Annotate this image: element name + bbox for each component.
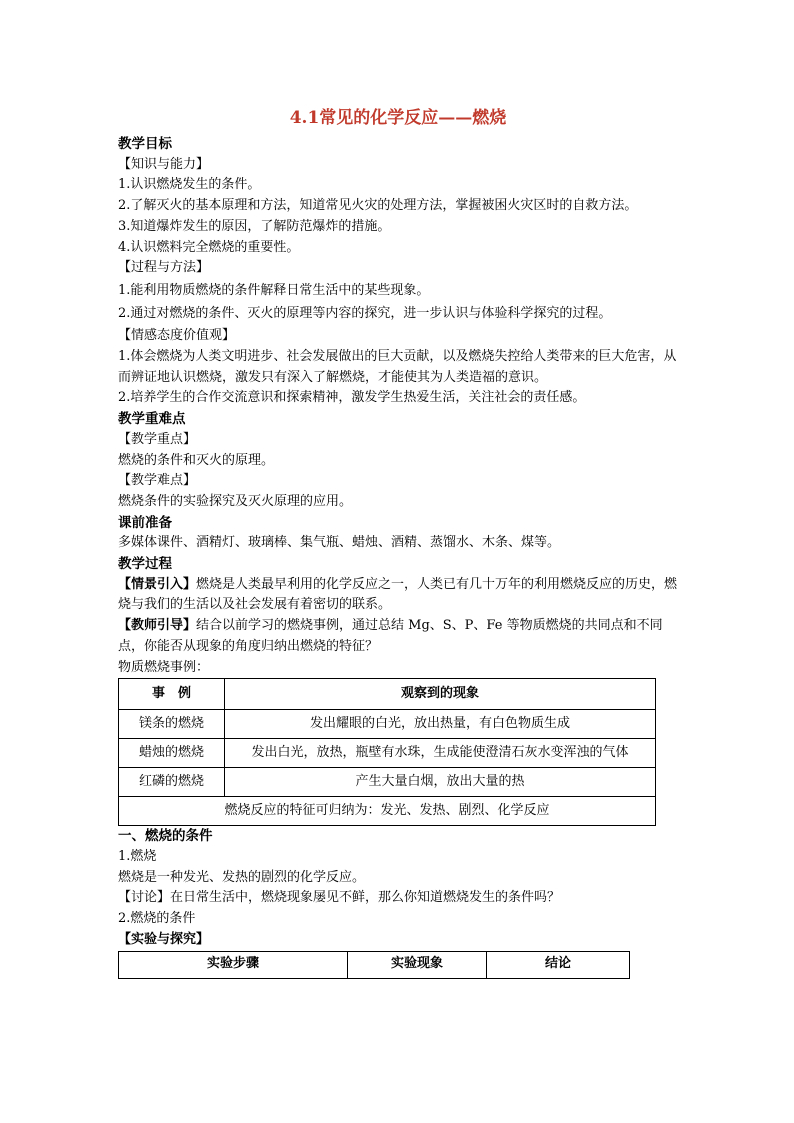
section-heading-goals: 教学目标 bbox=[118, 136, 172, 152]
table-cell: 镁条的燃烧 bbox=[119, 710, 225, 739]
subheading-emotion: 【情感态度价值观】 bbox=[118, 328, 236, 344]
focus-text: 燃烧的条件和灭火的原理。 bbox=[118, 452, 275, 468]
table-summary-row bbox=[119, 797, 656, 826]
document-page bbox=[118, 106, 678, 979]
experiment-table bbox=[118, 951, 630, 979]
intro-paragraph bbox=[118, 575, 678, 616]
table-header-cell: 事 例 bbox=[119, 679, 225, 710]
subsection-1: 1.燃烧 bbox=[118, 848, 157, 864]
table-row bbox=[119, 739, 656, 768]
table-row bbox=[119, 768, 656, 797]
section-heading-prep: 课前准备 bbox=[118, 514, 172, 531]
subheading-explore: 【实验与探究】 bbox=[118, 931, 210, 947]
table-header-cell: 实验现象 bbox=[348, 951, 487, 978]
knowledge-item-2: 2.了解灭火的基本原理和方法，知道常见火灾的处理方法，掌握被困火灾区时的自救方法。 bbox=[118, 198, 638, 214]
table-header-cell: 结论 bbox=[487, 951, 630, 978]
guide-paragraph bbox=[118, 616, 678, 657]
subsection-1-text: 燃烧是一种发光、发热的剧烈的化学反应。 bbox=[118, 869, 366, 885]
table-cell: 产生大量白烟，放出大量的热 bbox=[225, 768, 656, 797]
table-cell: 发出耀眼的白光，放出热量，有白色物质生成 bbox=[225, 710, 656, 739]
page-title: 4.1常见的化学反应——燃烧 bbox=[289, 108, 507, 128]
prep-text: 多媒体课件、酒精灯、玻璃棒、集气瓶、蜡烛、酒精、蒸馏水、木条、煤等。 bbox=[118, 535, 561, 551]
table-row bbox=[119, 710, 656, 739]
subsection-2: 2.燃烧的条件 bbox=[118, 911, 196, 927]
subheading-process: 【过程与方法】 bbox=[118, 260, 210, 276]
discussion-text: 【讨论】在日常生活中，燃烧现象屡见不鲜，那么你知道燃烧发生的条件吗？ bbox=[118, 890, 561, 906]
examples-label: 物质燃烧事例： bbox=[118, 659, 210, 675]
emotion-item-1: 1.体会燃烧为人类文明进步、社会发展做出的巨大贡献，以及燃烧失控给人类带来的巨大危害，从而辨证地认识燃烧，激发只有深入了解燃烧，才能使其为人类造福的意识。 bbox=[118, 349, 677, 385]
knowledge-item-1: 1.认识燃烧发生的条件。 bbox=[118, 177, 261, 193]
guide-tag: 【教师引导】 bbox=[118, 618, 197, 634]
difficulty-text: 燃烧条件的实验探究及灭火原理的应用。 bbox=[118, 493, 353, 509]
knowledge-item-4: 4.认识燃料完全燃烧的重要性。 bbox=[118, 239, 300, 255]
section-heading-process: 教学过程 bbox=[118, 556, 172, 573]
combustion-examples-table bbox=[118, 678, 656, 826]
subheading-focus: 【教学重点】 bbox=[118, 431, 197, 447]
subheading-difficulty: 【教学难点】 bbox=[118, 473, 197, 489]
intro-text: 燃烧是人类最早利用的化学反应之一，人类已有几十万年的利用燃烧反应的历史，燃烧与我们的生活以及社会发展有着密切的联系。 bbox=[118, 576, 678, 613]
table-cell: 蜡烛的燃烧 bbox=[119, 739, 225, 768]
table-cell: 红磷的燃烧 bbox=[119, 768, 225, 797]
section-heading-keypoints: 教学重难点 bbox=[118, 411, 186, 428]
guide-text: 结合以前学习的燃烧事例，通过总结 Mg、S、P、Fe 等物质燃烧的共同点和不同点，你能否从现象的角度归纳出燃烧的特征？ bbox=[118, 618, 663, 654]
table-header-cell: 实验步骤 bbox=[119, 951, 348, 978]
process-item-2: 2.通过对燃烧的条件、灭火的原理等内容的探究，进一步认识与体验科学探究的过程。 bbox=[118, 305, 612, 321]
section-heading-one: 一、燃烧的条件 bbox=[118, 828, 213, 845]
table-summary-cell: 燃烧反应的特征可归纳为：发光、发热、剧烈、化学反应 bbox=[119, 797, 656, 826]
intro-tag: 【情景引入】 bbox=[118, 576, 197, 592]
process-item-1: 1.能利用物质燃烧的条件解释日常生活中的某些现象。 bbox=[118, 282, 430, 298]
emotion-item-2: 2.培养学生的合作交流意识和探索精神，激发学生热爱生活，关注社会的责任感。 bbox=[118, 390, 586, 406]
table-header-cell: 观察到的现象 bbox=[225, 679, 656, 710]
table-header-row bbox=[119, 679, 656, 710]
table-cell: 发出白光，放热，瓶壁有水珠，生成能使澄清石灰水变浑浊的气体 bbox=[225, 739, 656, 768]
subheading-knowledge: 【知识与能力】 bbox=[118, 156, 210, 172]
knowledge-item-3: 3.知道爆炸发生的原因，了解防范爆炸的措施。 bbox=[118, 218, 391, 234]
table-header-row bbox=[119, 951, 630, 978]
